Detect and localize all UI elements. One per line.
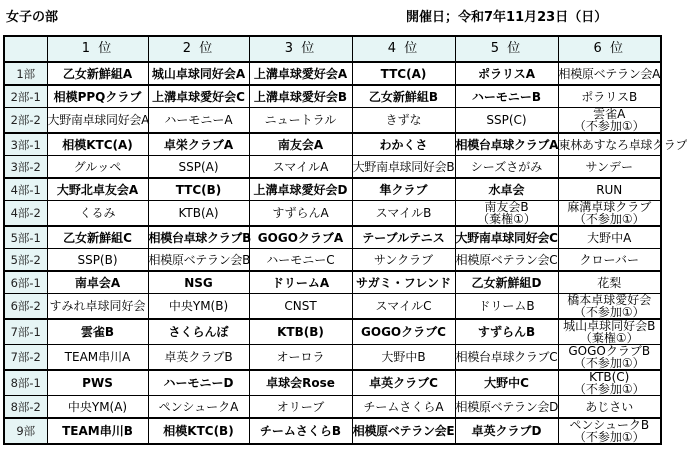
- team-cell-rank-5: 相模台卓球クラブC: [455, 345, 558, 371]
- table-row: [4, 396, 661, 419]
- header-row: [4, 36, 661, 62]
- team-cell-rank-2: 卓栄クラブA: [148, 133, 249, 156]
- team-cell-rank-1: SSP(B): [47, 249, 148, 272]
- team-note: （棄権①）: [579, 331, 639, 345]
- team-cell-rank-4: サンクラブ: [352, 249, 455, 272]
- team-cell-rank-5: 大野中C: [455, 370, 558, 396]
- table-row: [4, 85, 661, 108]
- team-cell-rank-5: SSP(C): [455, 108, 558, 134]
- table-row: [4, 178, 661, 201]
- team-cell-rank-6: [558, 108, 661, 134]
- division-cell: 7部-1: [4, 319, 47, 345]
- team-cell-rank-6: クローバー: [558, 249, 661, 272]
- team-note: （不参加①）: [573, 119, 645, 133]
- team-cell-rank-5: ドリームB: [455, 294, 558, 320]
- team-cell-rank-5: シーズさがみ: [455, 156, 558, 179]
- team-note: （不参加①）: [573, 430, 645, 444]
- team-cell-rank-2: 相模台卓球クラブB: [148, 226, 249, 249]
- table-row: [4, 133, 661, 156]
- team-cell-rank-5: 大野南卓球同好会C: [455, 226, 558, 249]
- table-row: [4, 418, 661, 444]
- team-cell-rank-4: 相模原ベテラン会E: [352, 418, 455, 444]
- team-cell-rank-6: 東林あすなろ卓球クラブ: [558, 133, 661, 156]
- division-cell: 8部-2: [4, 396, 47, 419]
- division-cell: 1部: [4, 62, 47, 85]
- team-note: （不参加①）: [573, 356, 645, 370]
- team-cell-rank-5: ハーモニーB: [455, 85, 558, 108]
- team-cell-rank-6: 花梨: [558, 271, 661, 294]
- team-cell-rank-1: 相模PPQクラブ: [47, 85, 148, 108]
- team-cell-rank-3: GOGOクラブA: [249, 226, 352, 249]
- team-name: KTB(C): [589, 370, 630, 384]
- team-name: ペンシュークB: [569, 418, 650, 432]
- team-cell-rank-4: わかくさ: [352, 133, 455, 156]
- team-cell-rank-3: 上溝卓球愛好会D: [249, 178, 352, 201]
- team-cell-rank-2: ペンシュークA: [148, 396, 249, 419]
- team-name: 雲雀A: [593, 107, 626, 121]
- team-cell-rank-4: スマイルB: [352, 201, 455, 227]
- event-date: 開催日；令和7年11月23日（日）: [406, 10, 608, 25]
- team-cell-rank-2: SSP(A): [148, 156, 249, 179]
- division-cell: 3部-1: [4, 133, 47, 156]
- team-cell-rank-1: くるみ: [47, 201, 148, 227]
- team-cell-rank-2: さくらんぼ: [148, 319, 249, 345]
- team-cell-rank-2: ハーモニーA: [148, 108, 249, 134]
- division-cell: 4部-1: [4, 178, 47, 201]
- team-cell-rank-1: 大野南卓球同好会A: [47, 108, 148, 134]
- table-row: [4, 108, 661, 134]
- page-title: 女子の部: [6, 10, 59, 25]
- division-cell: 2部-2: [4, 108, 47, 134]
- team-name: 南友会B: [484, 200, 529, 214]
- team-cell-rank-5: 相模原ベテラン会C: [455, 249, 558, 272]
- table-row: [4, 345, 661, 371]
- team-cell-rank-1: 乙女新鮮組A: [47, 62, 148, 85]
- table-row: [4, 271, 661, 294]
- team-cell-rank-2: 上溝卓球愛好会C: [148, 85, 249, 108]
- team-cell-rank-5: ポラリスA: [455, 62, 558, 85]
- team-name: 橋本卓球愛好会: [567, 293, 652, 307]
- table-row: [4, 62, 661, 85]
- team-cell-rank-5: 乙女新鮮組D: [455, 271, 558, 294]
- team-cell-rank-4: スマイルC: [352, 294, 455, 320]
- team-cell-rank-6: あじさい: [558, 396, 661, 419]
- team-cell-rank-2: ハーモニーD: [148, 370, 249, 396]
- team-cell-rank-1: 乙女新鮮組C: [47, 226, 148, 249]
- team-cell-rank-1: すみれ卓球同好会: [47, 294, 148, 320]
- team-cell-rank-3: スマイルA: [249, 156, 352, 179]
- team-cell-rank-4: 卓英クラブC: [352, 370, 455, 396]
- team-cell-rank-3: 卓球会Rose: [249, 370, 352, 396]
- table-row: [4, 370, 661, 396]
- team-cell-rank-1: TEAM串川B: [47, 418, 148, 444]
- team-cell-rank-4: テーブルテニス: [352, 226, 455, 249]
- division-cell: 4部-2: [4, 201, 47, 227]
- team-name: 麻溝卓球クラブ: [567, 200, 652, 214]
- division-cell: 5部-1: [4, 226, 47, 249]
- team-cell-rank-2: TTC(B): [148, 178, 249, 201]
- team-cell-rank-5: 水卓会: [455, 178, 558, 201]
- team-name: GOGOクラブB: [568, 344, 651, 358]
- team-cell-rank-4: 隼クラブ: [352, 178, 455, 201]
- division-cell: 5部-2: [4, 249, 47, 272]
- team-cell-rank-3: ニュートラル: [249, 108, 352, 134]
- team-cell-rank-1: TEAM串川A: [47, 345, 148, 371]
- table-row: [4, 226, 661, 249]
- team-cell-rank-6: 相模原ベテラン会A: [558, 62, 661, 85]
- division-cell: 2部-1: [4, 85, 47, 108]
- team-cell-rank-3: オーロラ: [249, 345, 352, 371]
- team-cell-rank-5: 相模原ベテラン会D: [455, 396, 558, 419]
- team-cell-rank-3: 南友会A: [249, 133, 352, 156]
- team-cell-rank-5: すずらんB: [455, 319, 558, 345]
- team-cell-rank-5: 相模台卓球クラブA: [455, 133, 558, 156]
- table-row: [4, 156, 661, 179]
- division-cell: 6部-1: [4, 271, 47, 294]
- team-name: 城山卓球同好会B: [563, 319, 656, 333]
- team-note: （棄権①）: [477, 212, 536, 226]
- header-rank-3: 3 位: [249, 36, 352, 62]
- team-cell-rank-5: [455, 201, 558, 227]
- header-rank-5: 5 位: [455, 36, 558, 62]
- team-cell-rank-4: 乙女新鮮組B: [352, 85, 455, 108]
- team-cell-rank-1: 大野北卓友会A: [47, 178, 148, 201]
- table-row: [4, 249, 661, 272]
- table-row: [4, 319, 661, 345]
- team-cell-rank-2: 相模原ベテラン会B: [148, 249, 249, 272]
- team-cell-rank-2: 相模KTC(B): [148, 418, 249, 444]
- team-cell-rank-3: ドリームA: [249, 271, 352, 294]
- header-rank-4: 4 位: [352, 36, 455, 62]
- team-cell-rank-6: [558, 418, 661, 444]
- team-cell-rank-2: 卓英クラブB: [148, 345, 249, 371]
- team-note: （不参加①）: [573, 382, 645, 396]
- team-cell-rank-4: TTC(A): [352, 62, 455, 85]
- team-cell-rank-3: ハーモニーC: [249, 249, 352, 272]
- team-cell-rank-2: NSG: [148, 271, 249, 294]
- team-cell-rank-1: グルッペ: [47, 156, 148, 179]
- team-cell-rank-3: オリーブ: [249, 396, 352, 419]
- team-note: （不参加①）: [573, 305, 645, 319]
- team-cell-rank-1: PWS: [47, 370, 148, 396]
- division-cell: 8部-1: [4, 370, 47, 396]
- division-cell: 9部: [4, 418, 47, 444]
- team-cell-rank-1: 相模KTC(A): [47, 133, 148, 156]
- team-cell-rank-1: 南卓会A: [47, 271, 148, 294]
- team-cell-rank-4: サガミ・フレンド: [352, 271, 455, 294]
- header-division-cell: [4, 36, 47, 62]
- team-cell-rank-4: きずな: [352, 108, 455, 134]
- team-cell-rank-6: [558, 345, 661, 371]
- header-rank-6: 6 位: [558, 36, 661, 62]
- header-rank-2: 2 位: [148, 36, 249, 62]
- team-cell-rank-4: 大野中B: [352, 345, 455, 371]
- team-cell-rank-4: チームさくらA: [352, 396, 455, 419]
- team-cell-rank-5: 卓英クラブD: [455, 418, 558, 444]
- team-cell-rank-3: 上溝卓球愛好会A: [249, 62, 352, 85]
- team-cell-rank-1: 雲雀B: [47, 319, 148, 345]
- team-cell-rank-6: [558, 319, 661, 345]
- team-note: （不参加①）: [573, 212, 645, 226]
- division-cell: 6部-2: [4, 294, 47, 320]
- team-cell-rank-3: チームさくらB: [249, 418, 352, 444]
- results-table: [3, 35, 687, 445]
- team-cell-rank-4: 大野南卓球同好会B: [352, 156, 455, 179]
- team-cell-rank-6: 大野中A: [558, 226, 661, 249]
- division-cell: 7部-2: [4, 345, 47, 371]
- team-cell-rank-1: 中央YM(A): [47, 396, 148, 419]
- team-cell-rank-6: [558, 370, 661, 396]
- team-cell-rank-3: 上溝卓球愛好会B: [249, 85, 352, 108]
- team-cell-rank-6: RUN: [558, 178, 661, 201]
- team-cell-rank-3: KTB(B): [249, 319, 352, 345]
- team-cell-rank-6: [558, 294, 661, 320]
- team-cell-rank-6: サンデー: [558, 156, 661, 179]
- team-cell-rank-2: 中央YM(B): [148, 294, 249, 320]
- team-cell-rank-6: ポラリスB: [558, 85, 661, 108]
- header-rank-1: 1 位: [47, 36, 148, 62]
- table-row: [4, 294, 661, 320]
- team-cell-rank-2: KTB(A): [148, 201, 249, 227]
- team-cell-rank-3: CNST: [249, 294, 352, 320]
- division-cell: 3部-2: [4, 156, 47, 179]
- table-row: [4, 201, 661, 227]
- team-cell-rank-6: [558, 201, 661, 227]
- team-cell-rank-4: GOGOクラブC: [352, 319, 455, 345]
- team-cell-rank-3: すずらんA: [249, 201, 352, 227]
- team-cell-rank-2: 城山卓球同好会A: [148, 62, 249, 85]
